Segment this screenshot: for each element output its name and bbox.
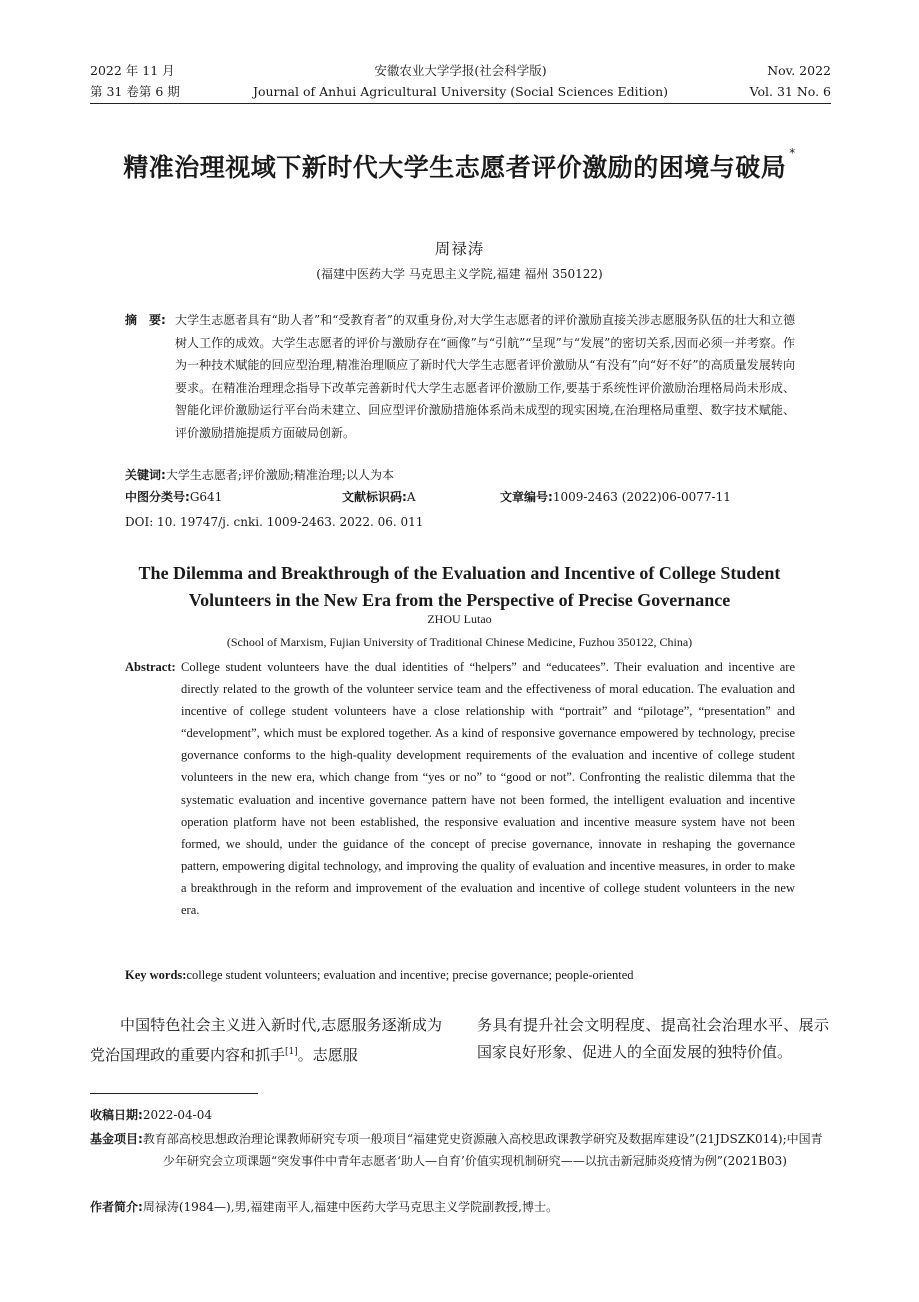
article-title-en <box>80 560 839 614</box>
received-value: 2022-04-04 <box>142 1108 212 1122</box>
author-bio-value: 周禄涛(1984—),男,福建南平人,福建中医药大学马克思主义学院副教授,博士。 <box>142 1200 558 1214</box>
article-number-value: 1009-2463 (2022)06-0077-11 <box>552 490 731 504</box>
keywords-cn <box>125 465 394 485</box>
clc-label: 中图分类号: <box>125 490 190 504</box>
doc-code-label: 文献标识码: <box>342 490 407 504</box>
article-number <box>500 487 731 507</box>
keywords-cn-text: 大学生志愿者;评价激励;精准治理;以人为本 <box>165 468 394 482</box>
abstract-cn-label: 摘 要: <box>125 313 166 327</box>
title-footnote-mark: * <box>789 146 796 160</box>
header-center <box>90 60 831 102</box>
header-volume-cn: 第 31 卷第 6 期 <box>90 84 180 99</box>
article-title-cn-text: 精准治理视域下新时代大学生志愿者评价激励的困境与破局 <box>123 153 787 182</box>
doi: DOI: 10. 19747/j. cnki. 1009-2463. 2022. 06. 011 <box>125 515 424 529</box>
footnote-received <box>90 1104 831 1126</box>
abstract-en-text: College student volunteers have the dual identities of “helpers” and “educatees”. Their evaluation and incentive are directly related to the growth of the volunteer service team and the effectiveness of moral education. The evaluation and incentive of college student volunteers have a close relationship with “portrait” and “pilotage”, “presentation” and “development”, which must be explored together. As a kind of responsive governance empowered by technology, precise governance conforms to the high-quality development requirements of the evaluation and incentive of college student volunteers in the new era, which change from “yes or no” to “good or not”. Confronting the realistic dilemma that the systematic evaluation and incentive governance pattern have not been formed, the intelligent evaluation and incentive operation platform have not been established, the responsive evaluation and incentive measure system have not been formed, we should, under the guidance of the concept of precise governance, innovate in reshaping the governance pattern, empowering digital technology, and improving the quality of evaluation and incentive measures, in order to make a breakthrough in the reform and improvement of the evaluation and incentive of college student volunteers in the new era. <box>181 660 795 918</box>
article-title-en-line2: Volunteers in the New Era from the Perspective of Precise Governance <box>188 590 731 610</box>
received-label: 收稿日期: <box>90 1108 143 1122</box>
journal-name-en: Journal of Anhui Agricultural University (Social Sciences Edition) <box>252 84 669 99</box>
header-rule <box>90 103 831 104</box>
abstract-en-label: Abstract: <box>125 660 176 674</box>
article-number-label: 文章编号: <box>500 490 553 504</box>
article-title-en-line1: The Dilemma and Breakthrough of the Evaluation and Incentive of College Student <box>138 563 781 583</box>
body-column-left <box>90 1012 442 1069</box>
doc-code-value: A <box>406 490 416 504</box>
header-right <box>750 60 831 102</box>
keywords-cn-label: 关键词: <box>125 468 166 482</box>
header-volume-en: Vol. 31 No. 6 <box>749 84 831 99</box>
footnote-author <box>90 1196 831 1218</box>
author-bio-label: 作者简介: <box>90 1200 143 1214</box>
document-code <box>342 487 415 507</box>
body-left-text: 中国特色社会主义进入新时代,志愿服务逐渐成为党治国理政的重要内容和抓手 <box>90 1016 442 1064</box>
keywords-en-label: Key words: <box>125 968 187 982</box>
abstract-cn <box>125 309 795 445</box>
journal-name-cn: 安徽农业大学学报(社会科学版) <box>374 63 547 78</box>
footnote-rule <box>90 1093 258 1094</box>
author-en: ZHOU Lutao <box>427 612 492 626</box>
clc-value: G641 <box>189 490 223 504</box>
affiliation-cn: (福建中医药大学 马克思主义学院,福建 福州 350122) <box>316 267 603 281</box>
footnote-fund <box>90 1128 831 1172</box>
header-date-en: Nov. 2022 <box>767 63 831 78</box>
abstract-cn-text: 大学生志愿者具有“助人者”和“受教育者”的双重身份,对大学生志愿者的评价激励直接关涉志愿服务队伍的壮大和立德树人工作的成效。大学生志愿者的评价与激励存在“画像”与“引航”“呈现”与“发展”的密切关系,因而必须一并考察。作为一种技术赋能的回应型治理,精准治理顺应了新时代大学生志愿者评价激励从“有没有”向“好不好”的高质量发展转向要求。在精准治理理念指导下改革完善新时代大学生志愿者评价激励工作,要基于系统性评价激励治理格局尚未形成、智能化评价激励运行平台尚未建立、回应型评价激励措施体系尚未成型的现实困境,在治理格局重塑、数字技术赋能、评价激励措施提质方面破局创新。 <box>175 313 795 440</box>
author-cn: 周禄涛 <box>434 240 485 258</box>
keywords-en <box>125 965 795 985</box>
fund-label: 基金项目: <box>90 1132 143 1146</box>
body-left-tail: 。志愿服 <box>297 1046 358 1064</box>
header-date-cn: 2022 年 11 月 <box>90 63 175 78</box>
body-column-right: 务具有提升社会文明程度、提高社会治理水平、展示国家良好形象、促进人的全面发展的独特价值。 <box>477 1016 829 1061</box>
fund-value: 教育部高校思想政治理论课教师研究专项一般项目“福建党史资源融入高校思政课教学研究及数据库建设”(21JDSZK014);中国青少年研究会立项课题“突发事件中青年志愿者‘助人—自育’价值实现机制研究——以抗击新冠肺炎疫情为例”(2021B03) <box>142 1132 823 1168</box>
clc-number <box>125 487 222 507</box>
citation-ref: [1] <box>285 1047 298 1057</box>
keywords-en-text: college student volunteers; evaluation and incentive; precise governance; people-oriented <box>186 968 634 982</box>
affiliation-en: (School of Marxism, Fujian University of Traditional Chinese Medicine, Fuzhou 350122, China) <box>226 635 693 649</box>
abstract-en <box>125 656 795 921</box>
article-title-cn <box>60 148 859 184</box>
